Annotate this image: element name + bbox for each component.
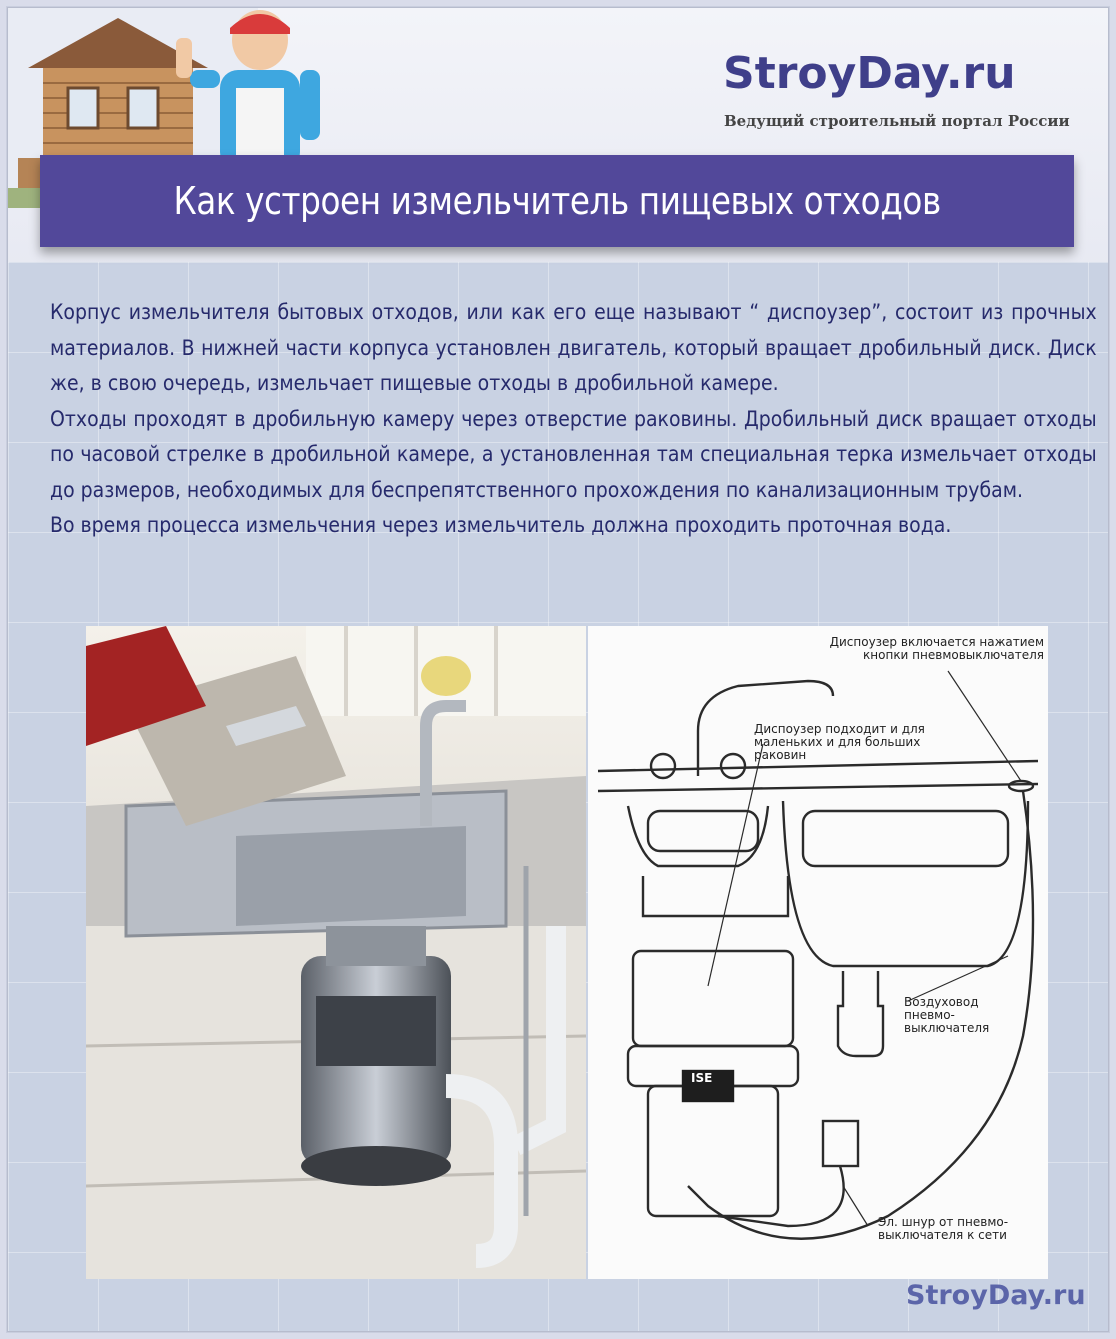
title-banner <box>40 155 1074 247</box>
article-paragraph: Отходы проходят в дробильную камеру через отверстие раковины. Дробильный диск вращает отходы по часовой стрелке в дробильной камере, а установленная там специальная терка измельчает отходы до размеров, необходимых для беспрепятственного прохождения по канализационным трубам. <box>50 406 1097 502</box>
label-button: Диспоузер включается нажатием кнопки пневмовыключателя <box>829 635 1044 662</box>
site-logo[interactable] <box>723 48 1016 99</box>
worker-illustration <box>150 8 350 178</box>
article-paragraph: Корпус измельчителя бытовых отходов, или как его еще называют “ диспоузер”, состоит из прочных материалов. В нижней части корпуса установлен двигатель, который вращает дробильный диск. Диск же, в свою очередь, измельчает пищевые отходы в дробильной камере. <box>50 300 1097 395</box>
article-text <box>50 295 1098 544</box>
page-title: Как устроен измельчитель пищевых отходов <box>173 179 941 223</box>
disposer-diagram <box>588 626 1048 1279</box>
label-sinks: Диспоузер подходит и для маленьких и для больших раковин <box>754 722 925 762</box>
label-air-hose: Воздуховод пневмо- выключателя <box>904 995 990 1035</box>
diagram-unit-brand: ISE <box>691 1071 713 1085</box>
site-tagline: Ведущий строительный портал России <box>724 112 1070 130</box>
logo-text: StroyDay.ru <box>723 48 1016 99</box>
article-paragraph: Во время процесса измельчения через измельчитель должна проходить проточная вода. <box>50 513 952 537</box>
watermark-logo: StroyDay.ru <box>906 1280 1086 1311</box>
label-cord: Эл. шнур от пневмо- выключателя к сети <box>878 1215 1009 1242</box>
disposer-photo <box>86 626 586 1279</box>
